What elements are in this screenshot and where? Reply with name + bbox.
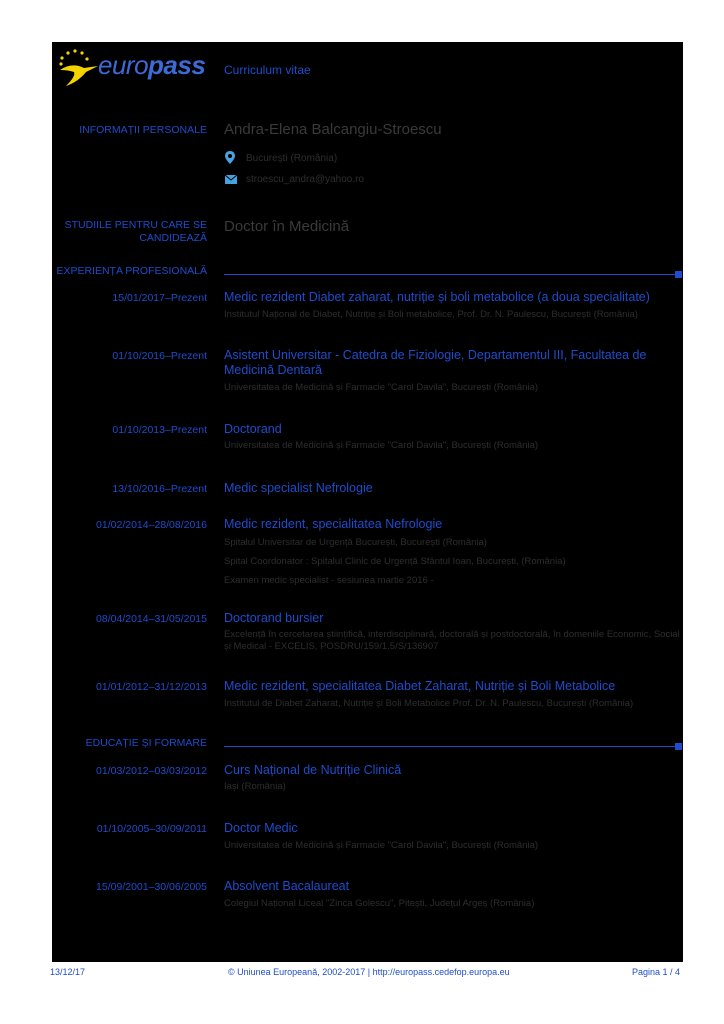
experience-title: Doctorand bursier	[224, 611, 324, 625]
experience-detail: Excelență în cercetarea științifică, interdisciplinară, doctorală și postdoctorală, în domeniile Economic, Social și Medical - EXCELIS, POSDRU/159/1.5/S/136907	[224, 629, 680, 652]
education-title: Doctor Medic	[224, 821, 298, 835]
studies-value: Doctor în Medicină	[224, 218, 350, 235]
experience-divider	[224, 274, 680, 275]
experience-date: 01/01/2012–31/12/2013	[96, 681, 207, 693]
education-title: Curs Național de Nutriție Clinică	[224, 763, 402, 777]
email-link[interactable]: stroescu_andra@yahoo.ro	[246, 174, 364, 185]
experience-detail: Universitatea de Medicină și Farmacie "Carol Davila", București (România)	[224, 440, 539, 451]
education-date: 01/03/2012–03/03/2012	[96, 765, 207, 777]
education-divider	[224, 746, 680, 747]
education-section-label: EDUCAȚIE ȘI FORMARE	[85, 737, 207, 749]
education-detail: Iași (România)	[224, 781, 286, 792]
experience-detail: Institutul Național de Diabet, Nutriție și Boli metabolice, Prof. Dr. N. Paulescu, București (România)	[224, 309, 638, 320]
experience-title: Medic rezident Diabet zaharat, nutriție și boli metabolice (a doua specialitate)	[224, 290, 650, 304]
experience-date: 13/10/2016–Prezent	[112, 483, 207, 495]
education-date: 15/09/2001–30/06/2005	[96, 881, 207, 893]
experience-title: Doctorand	[224, 422, 282, 436]
footer-date: 13/12/17	[50, 967, 86, 977]
experience-title: Medic specialist Nefrologie	[224, 481, 373, 495]
education-divider-marker	[675, 743, 682, 750]
experience-detail: Spital Coordonator : Spitalul Clinic de Urgență Sfântul Ioan, București, (România)	[224, 556, 566, 567]
europass-stars-icon	[58, 48, 102, 88]
location-text: București (România)	[246, 153, 338, 164]
experience-detail: Universitatea de Medicină și Farmacie "Carol Davila", București (România)	[224, 382, 539, 393]
experience-detail: Spitalul Universitar de Urgență București, București (România)	[224, 537, 487, 548]
personal-info-label: INFORMAȚII PERSONALE	[79, 124, 207, 136]
experience-title: Medic rezident, specialitatea Diabet Zaharat, Nutriție și Boli Metabolice	[224, 679, 616, 693]
education-detail: Colegiul Național Liceal "Zinca Golescu", Pitești, Județul Argeș (România)	[224, 898, 535, 909]
europass-logo	[58, 48, 208, 88]
experience-detail: Institutul de Diabet Zaharat, Nutriție și Boli Metabolice Prof. Dr. N. Paulescu, București (România)	[224, 698, 634, 709]
experience-date: 08/04/2014–31/05/2015	[96, 613, 207, 625]
experience-title: Medic rezident, specialitatea Nefrologie	[224, 517, 443, 531]
education-title: Absolvent Bacalaureat	[224, 879, 350, 893]
location-pin-icon	[225, 151, 235, 164]
education-date: 01/10/2005–30/09/2011	[96, 823, 207, 835]
email-envelope-icon	[225, 175, 237, 184]
experience-date: 15/01/2017–Prezent	[112, 292, 207, 304]
experience-date: 01/10/2016–Prezent	[112, 350, 207, 362]
footer-page-number: Pagina 1 / 4	[632, 967, 681, 977]
studies-label: STUDIILE PENTRU CARE SE CANDIDEAZĂ	[64, 219, 207, 244]
experience-date: 01/02/2014–28/08/2016	[96, 519, 207, 531]
candidate-name: Andra-Elena Balcangiu-Stroescu	[224, 121, 442, 138]
europass-wordmark: europass	[98, 50, 206, 80]
education-detail: Universitatea de Medicină și Farmacie "Carol Davila", București (România)	[224, 840, 539, 851]
experience-detail: Examen medic specialist - sesiunea martie 2016 -	[224, 575, 434, 586]
experience-date: 01/10/2013–Prezent	[112, 424, 207, 436]
footer-copyright[interactable]: © Uniunea Europeană, 2002-2017 | http://europass.cedefop.europa.eu	[228, 967, 510, 977]
experience-title: Asistent Universitar - Catedra de Fiziologie, Departamentul III, Facultatea de Medicină Dentară	[224, 348, 647, 377]
experience-divider-marker	[675, 271, 682, 278]
experience-section-label: EXPERIENȚA PROFESIONALĂ	[56, 265, 207, 277]
document-title: Curriculum vitae	[224, 63, 311, 77]
